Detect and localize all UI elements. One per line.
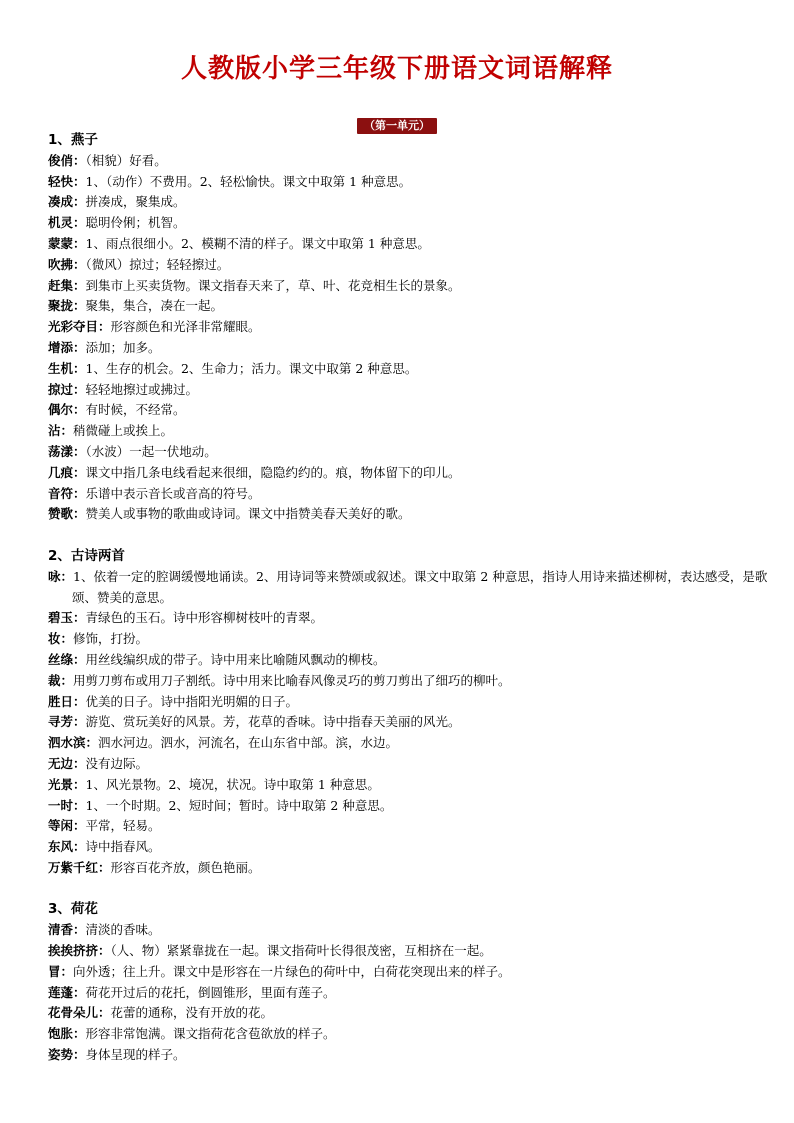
glossary-definition: 拼凑成，聚集成。	[85, 194, 186, 210]
glossary-definition: 诗中指春风。	[85, 839, 161, 855]
glossary-definition: 用剪刀剪布或用刀子割纸。诗中用来比喻春风像灵巧的剪刀剪出了细巧的柳叶。	[73, 672, 511, 688]
glossary-term: 音符：	[48, 485, 86, 501]
glossary-term: 寻芳：	[48, 714, 86, 730]
glossary-definition: 清淡的香味。	[85, 922, 161, 938]
glossary-term: 花骨朵儿：	[48, 1005, 111, 1021]
glossary-entry	[48, 400, 768, 421]
glossary-term: 清香：	[48, 922, 86, 938]
glossary-term: 妆：	[48, 631, 74, 647]
glossary-entry	[48, 338, 768, 359]
glossary-definition: 1、一个时期。2、短时间；暂时。诗中取第 2 种意思。	[85, 797, 393, 813]
glossary-entry	[48, 920, 768, 941]
glossary-term: 光彩夺目：	[48, 319, 111, 335]
glossary-term: 挨挨挤挤：	[48, 943, 111, 959]
document-title: 人教版小学三年级下册语文词语解释	[180, 54, 613, 84]
glossary-definition: 平常，轻易。	[85, 818, 161, 834]
glossary-term: 万紫千红：	[48, 859, 111, 875]
document-content	[48, 130, 768, 1066]
glossary-term: 冒：	[48, 963, 74, 979]
glossary-term: 等闲：	[48, 818, 86, 834]
glossary-entry	[48, 1003, 768, 1024]
glossary-entry	[48, 484, 768, 505]
glossary-entry	[48, 1024, 768, 1045]
glossary-term: 胜日：	[48, 693, 86, 709]
glossary-definition: 泗水河边。泗水，河流名，在山东省中部。滨，水边。	[98, 735, 399, 751]
glossary-entry	[48, 463, 768, 484]
glossary-definition: （相貌）好看。	[85, 152, 167, 168]
glossary-term: 赶集：	[48, 277, 86, 293]
glossary-entry	[48, 567, 768, 609]
glossary-entry	[48, 359, 768, 380]
section-gap	[48, 525, 768, 546]
glossary-entry	[48, 837, 768, 858]
glossary-term: 碧玉：	[48, 610, 86, 626]
glossary-definition: （微风）掠过；轻轻擦过。	[85, 256, 230, 272]
glossary-term: 莲蓬：	[48, 984, 86, 1000]
glossary-definition: 优美的日子。诗中指阳光明媚的日子。	[85, 693, 299, 709]
glossary-definition: 青绿色的玉石。诗中形容柳树枝叶的青翠。	[85, 610, 324, 626]
glossary-definition: 荷花开过后的花托，倒圆锥形，里面有莲子。	[85, 984, 336, 1000]
glossary-term: 生机：	[48, 360, 86, 376]
unit-label: （第一单元）	[357, 118, 437, 134]
glossary-term: 无边：	[48, 755, 86, 771]
glossary-definition: 聚集，集合，凑在一起。	[85, 298, 224, 314]
glossary-entry	[48, 151, 768, 172]
glossary-entry	[48, 650, 768, 671]
glossary-term: 一时：	[48, 797, 86, 813]
glossary-entry	[48, 962, 768, 983]
glossary-definition: 课文中指几条电线看起来很细，隐隐约约的。痕，物体留下的印儿。	[85, 464, 461, 480]
glossary-definition: 1、雨点很细小。2、模糊不清的样子。课文中取第 1 种意思。	[85, 235, 430, 251]
glossary-entry	[48, 671, 768, 692]
lesson-heading: 2、古诗两首	[48, 547, 125, 564]
glossary-term: 裁：	[48, 672, 74, 688]
glossary-entry	[48, 775, 768, 796]
glossary-definition: 1、生存的机会。2、生命力；活力。课文中取第 2 种意思。	[85, 360, 418, 376]
glossary-definition: 形容颜色和光泽非常耀眼。	[110, 319, 261, 335]
glossary-entry	[48, 608, 768, 629]
glossary-definition: 乐谱中表示音长或音高的符号。	[85, 485, 261, 501]
glossary-entry	[48, 733, 768, 754]
glossary-term: 几痕：	[48, 464, 86, 480]
glossary-entry	[48, 1045, 768, 1066]
glossary-term: 吹拂：	[48, 256, 86, 272]
glossary-entry	[48, 172, 768, 193]
lesson-heading: 1、燕子	[48, 132, 98, 148]
glossary-term: 沾：	[48, 423, 74, 439]
glossary-definition: 1、（动作）不费用。2、轻松愉快。课文中取第 1 种意思。	[85, 173, 412, 189]
glossary-entry	[48, 983, 768, 1004]
glossary-definition: 修饰，打扮。	[73, 631, 149, 647]
glossary-entry	[48, 816, 768, 837]
glossary-entry	[48, 380, 768, 401]
glossary-term: 俊俏：	[48, 152, 86, 168]
glossary-entry	[48, 858, 768, 879]
glossary-entry	[48, 442, 768, 463]
glossary-definition: 1、依着一定的腔调缓慢地诵读。2、用诗词等来赞颂或叙述。课文中取第 2 种意思，指诗人用诗来描述柳树，表达感受，是歌颂、赞美的意思。	[72, 568, 768, 605]
glossary-entry	[48, 213, 768, 234]
glossary-entry	[48, 421, 768, 442]
glossary-term: 赞歌：	[48, 506, 86, 522]
glossary-definition: 形容非常饱满。课文指荷花含苞欲放的样子。	[85, 1026, 336, 1042]
glossary-term: 机灵：	[48, 215, 86, 231]
glossary-term: 轻快：	[48, 173, 86, 189]
glossary-term: 增添：	[48, 339, 86, 355]
glossary-term: 泗水滨：	[48, 735, 99, 751]
glossary-entry	[48, 234, 768, 255]
glossary-entry	[48, 255, 768, 276]
glossary-definition: 有时候，不经常。	[85, 402, 186, 418]
glossary-term: 饱胀：	[48, 1026, 86, 1042]
glossary-entry	[48, 192, 768, 213]
glossary-definition: 游览、赏玩美好的风景。芳，花草的香味。诗中指春天美丽的风光。	[85, 714, 461, 730]
glossary-entry	[48, 796, 768, 817]
glossary-definition: 花蕾的通称，没有开放的花。	[110, 1005, 274, 1021]
glossary-definition: （水波）一起一伏地动。	[85, 443, 217, 459]
glossary-entry	[48, 712, 768, 733]
glossary-entry	[48, 692, 768, 713]
glossary-entry	[48, 296, 768, 317]
glossary-term: 偶尔：	[48, 402, 86, 418]
glossary-term: 蒙蒙：	[48, 235, 86, 251]
glossary-entry	[48, 317, 768, 338]
glossary-term: 掠过：	[48, 381, 86, 397]
glossary-entry	[48, 754, 768, 775]
glossary-definition: 形容百花齐放，颜色艳丽。	[110, 859, 261, 875]
glossary-definition: 添加；加多。	[85, 339, 161, 355]
glossary-entry	[48, 504, 768, 525]
glossary-term: 咏：	[48, 568, 74, 584]
glossary-entry	[48, 629, 768, 650]
glossary-definition: 轻轻地擦过或拂过。	[85, 381, 199, 397]
glossary-term: 荡漾：	[48, 443, 86, 459]
glossary-definition: 没有边际。	[85, 755, 149, 771]
glossary-definition: 聪明伶俐；机智。	[85, 215, 186, 231]
glossary-term: 姿势：	[48, 1047, 86, 1063]
glossary-definition: （人、物）紧紧靠拢在一起。课文指荷叶长得很茂密，互相挤在一起。	[110, 943, 492, 959]
glossary-definition: 到集市上买卖货物。课文指春天来了，草、叶、花竞相生长的景象。	[85, 277, 461, 293]
glossary-term: 光景：	[48, 776, 86, 792]
glossary-definition: 稍微碰上或挨上。	[73, 423, 174, 439]
glossary-term: 聚拢：	[48, 298, 86, 314]
glossary-definition: 向外透；往上升。课文中是形容在一片绿色的荷叶中，白荷花突现出来的样子。	[73, 963, 511, 979]
section-gap	[48, 879, 768, 900]
glossary-definition: 用丝线编织成的带子。诗中用来比喻随风飘动的柳枝。	[85, 651, 386, 667]
glossary-entry	[48, 276, 768, 297]
glossary-term: 丝绦：	[48, 651, 86, 667]
glossary-definition: 身体呈现的样子。	[85, 1047, 186, 1063]
glossary-definition: 赞美人或事物的歌曲或诗词。课文中指赞美春天美好的歌。	[85, 506, 411, 522]
lesson-heading: 3、荷花	[48, 901, 98, 918]
glossary-entry	[48, 941, 768, 962]
glossary-term: 凑成：	[48, 194, 86, 210]
glossary-definition: 1、风光景物。2、境况，状况。诗中取第 1 种意思。	[85, 776, 380, 792]
glossary-term: 东风：	[48, 839, 86, 855]
